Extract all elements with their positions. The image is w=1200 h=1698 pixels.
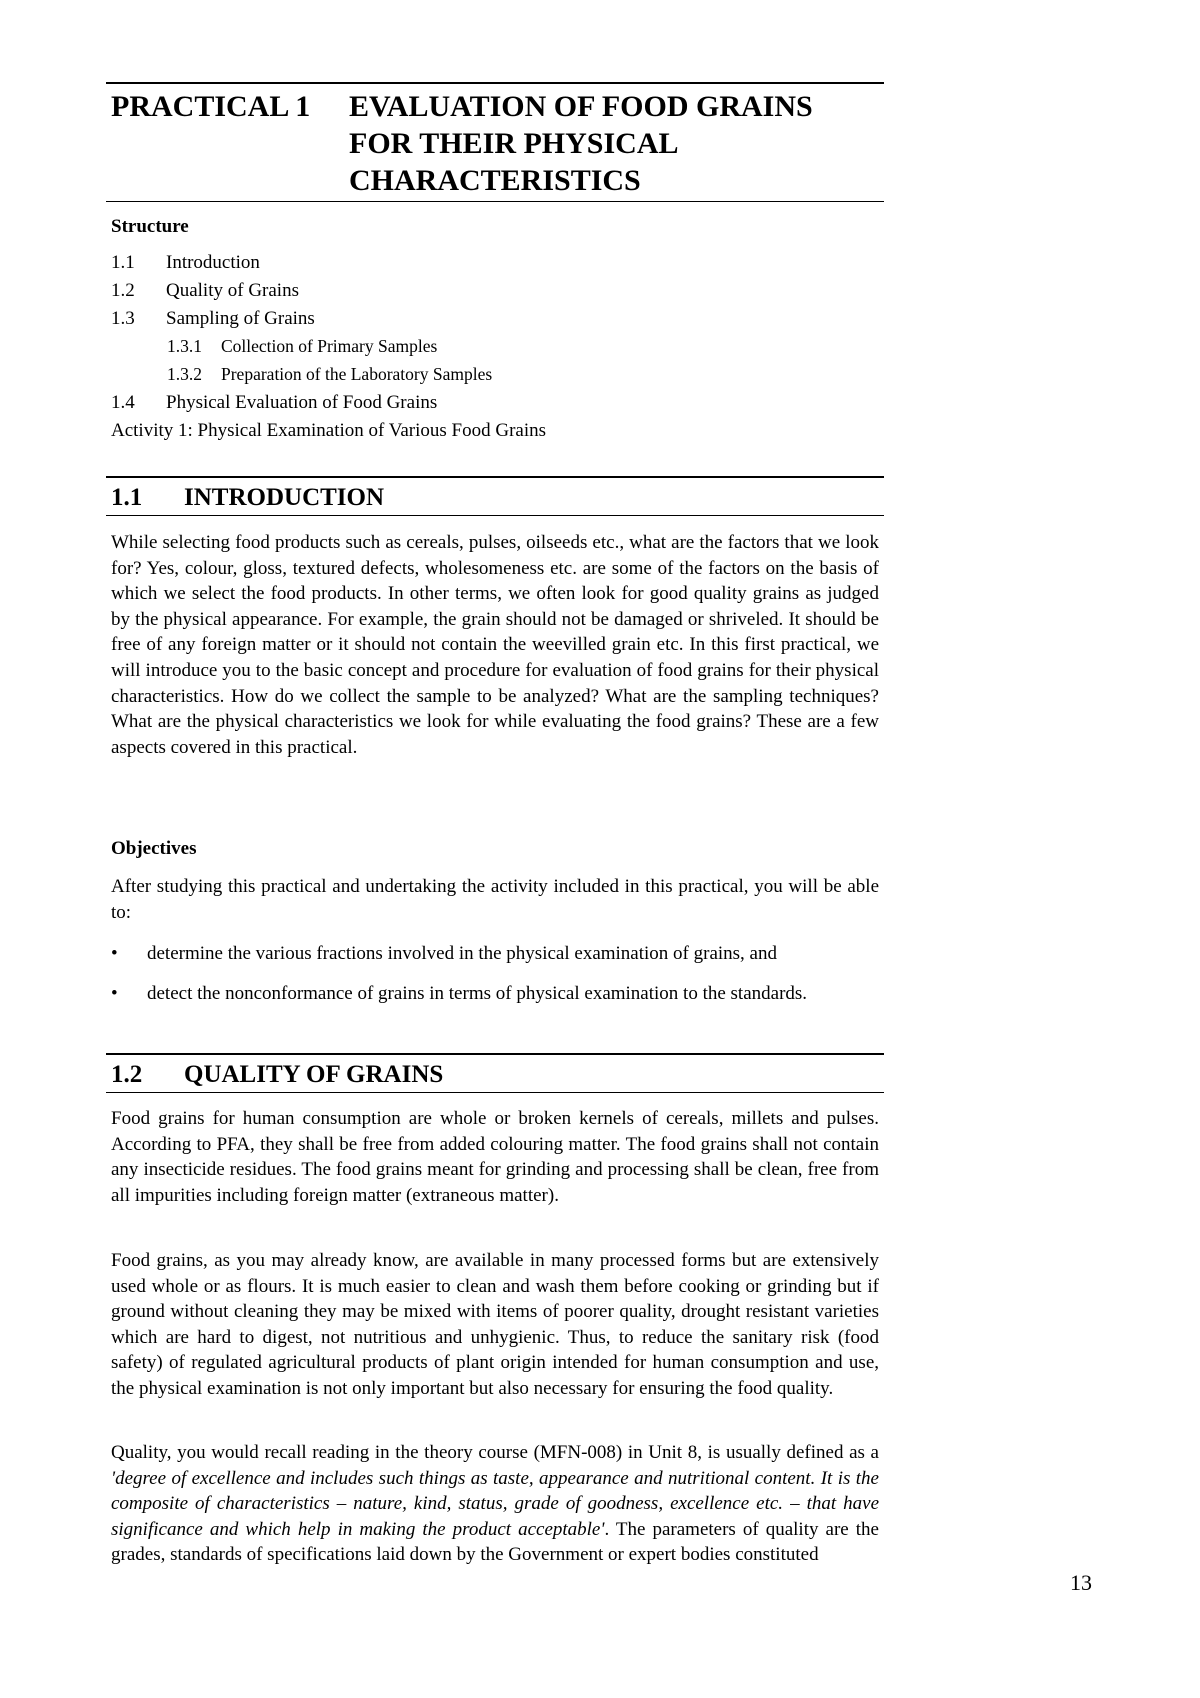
toc-item: 1.1 Introduction xyxy=(111,252,260,273)
bullet-icon: • xyxy=(111,943,118,964)
structure-list xyxy=(111,252,881,448)
objectives-intro: After studying this practical and undertaking the activity included in this practical, you will be able to: xyxy=(111,876,879,923)
page-number: 13 xyxy=(1070,1570,1092,1595)
section-rule xyxy=(106,1053,884,1055)
section-rule xyxy=(106,476,884,478)
title-bottom-rule xyxy=(106,201,884,202)
document-page: PRACTICAL 1 EVALUATION OF FOOD GRAINS FOR THEIR PHYSICAL CHARACTERISTICS Structure 1.1 Introduction 1.2 Quality of Grains 1.3 Sampling of Grains 1.3.1 Collection of Primary Samples 1.3.2 Preparation of the Laboratory Samples 1.4 Physical Evaluation of Food Grains Activity 1: Physical Examination of Various Food Grains 1.1 INTRODUCTION While selecting food products such as cereals, pulses, oilseeds etc., what are the factors that we look for? Yes, colour, gloss, textured defects, wholesomeness etc. are some of the factors on the basis of which we select the food products. In other terms, we often look for good quality grains as judged by the physical appearance. For example, the grain should not be damaged or shriveled. It should be free of any foreign matter or it should not contain the weevilled grain etc. In this first practical, we will introduce you to the basic concept and procedure for evaluation of food grains for their physical characteristics. How do we collect the sample to be analyzed? What are the sampling techniques? What are the physical characteristics we look for while evaluating the food grains? These are a few aspects covered in this practical. Objectives After studying this practical and undertaking the activity included in this practical, you will be able to: • determine the various fractions involved in the physical examination of grains, and • detect the nonconformance of grains in terms of physical examination to the standards. 1.2 QUALITY OF GRAINS Food grains for human consumption are whole or broken kernels of cereals, millets and pulses. According to PFA, they shall be free from added colouring matter. The food grains shall not contain any insecticide residues. The food grains meant for grinding and processing shall be clean, free from all impurities including foreign matter (extraneous matter). Food grains, as you may already know, are available in many processed forms but are extensively used whole or as flours. It is much easier to clean and wash them before cooking or grinding but if ground without cleaning they may be mixed with items of poorer quality, drought resistant varieties which are hard to digest, not nutritious and unhygienic. Thus, to reduce the sanitary risk (food safety) of regulated agricultural products of plant origin intended for human consumption and use, the physical examination is not only important but also necessary for ensuring the food quality. Quality, you would recall reading in the theory course (MFN-008) in Unit 8, is usually defined as a 'degree of excellence and includes such things as taste, appearance and nutritional content. It is the composite of characteristics – nature, kind, status, grade of goodness, excellence etc. – that have significance and which help in making the product acceptable'. The parameters of quality are the grades, standards of specifications laid down by the Government or expert bodies constituted 13 xyxy=(0,0,1200,1698)
quality-paragraph-2: Food grains, as you may already know, are available in many processed forms but are extensively used whole or as flours. It is much easier to clean and wash them before cooking or grinding but if ground without cleaning they may be mixed with items of poorer quality, drought resistant varieties which are hard to digest, not nutritious and unhygienic. Thus, to reduce the sanitary risk (food safety) of regulated agricultural products of plant origin intended for human consumption and use, the physical examination is not only important but also necessary for ensuring the food quality. xyxy=(111,1250,879,1399)
structure-heading: Structure xyxy=(111,216,189,237)
practical-number: PRACTICAL 1 xyxy=(111,90,311,123)
toc-item: 1.4 Physical Evaluation of Food Grains xyxy=(111,392,438,413)
title-top-rule xyxy=(106,82,884,84)
quality-paragraph-1: Food grains for human consumption are whole or broken kernels of cereals, millets and pulses. According to PFA, they shall be free from added colouring matter. The food grains shall not contain any insecticide residues. The food grains meant for grinding and processing shall be clean, free from all impurities including foreign matter (extraneous matter). xyxy=(111,1108,879,1206)
toc-item: 1.2 Quality of Grains xyxy=(111,280,299,301)
section-rule xyxy=(106,1092,884,1093)
toc-subitem: 1.3.1 Collection of Primary Samples xyxy=(167,336,438,356)
toc-activity: Activity 1: Physical Examination of Various Food Grains xyxy=(111,420,547,441)
toc-subitem: 1.3.2 Preparation of the Laboratory Samples xyxy=(167,364,493,384)
objectives-heading: Objectives xyxy=(111,838,197,859)
quality-definition-quote: 'degree of excellence and includes such things as taste, appearance and nutritional content. It is the composite of characteristics – nature, kind, status, grade of goodness, excellence etc. – that have significance and which help in making the product acceptable' xyxy=(111,1467,879,1540)
intro-paragraph: While selecting food products such as cereals, pulses, oilseeds etc., what are the factors that we look for? Yes, colour, gloss, textured defects, wholesomeness etc. are some of the factors on the basis of which we select the food products. In other terms, we often look for good quality grains as judged by the physical appearance. For example, the grain should not be damaged or shriveled. It should be free of any foreign matter or it should not contain the weevilled grain etc. In this first practical, we will introduce you to the basic concept and procedure for evaluation of food grains for their physical characteristics. How do we collect the sample to be analyzed? What are the sampling techniques? What are the physical characteristics we look for while evaluating the food grains? These are a few aspects covered in this practical. xyxy=(111,532,879,758)
practical-title-text: EVALUATION OF FOOD GRAINS FOR THEIR PHYSICAL CHARACTERISTICS xyxy=(349,90,813,197)
bullet-icon: • xyxy=(111,983,118,1004)
toc-item: 1.3 Sampling of Grains xyxy=(111,308,315,329)
section-rule xyxy=(106,515,884,516)
quality-paragraph-3: Quality, you would recall reading in the theory course (MFN-008) in Unit 8, is usually defined as a 'degree of excellence and includes such things as taste, appearance and nutritional content. It is the composite of characteristics – nature, kind, status, grade of goodness, excellence etc. – that have significance and which help in making the product acceptable'. The parameters of quality are the grades, standards of specifications laid down by the Government or expert bodies constituted xyxy=(111,1442,879,1566)
